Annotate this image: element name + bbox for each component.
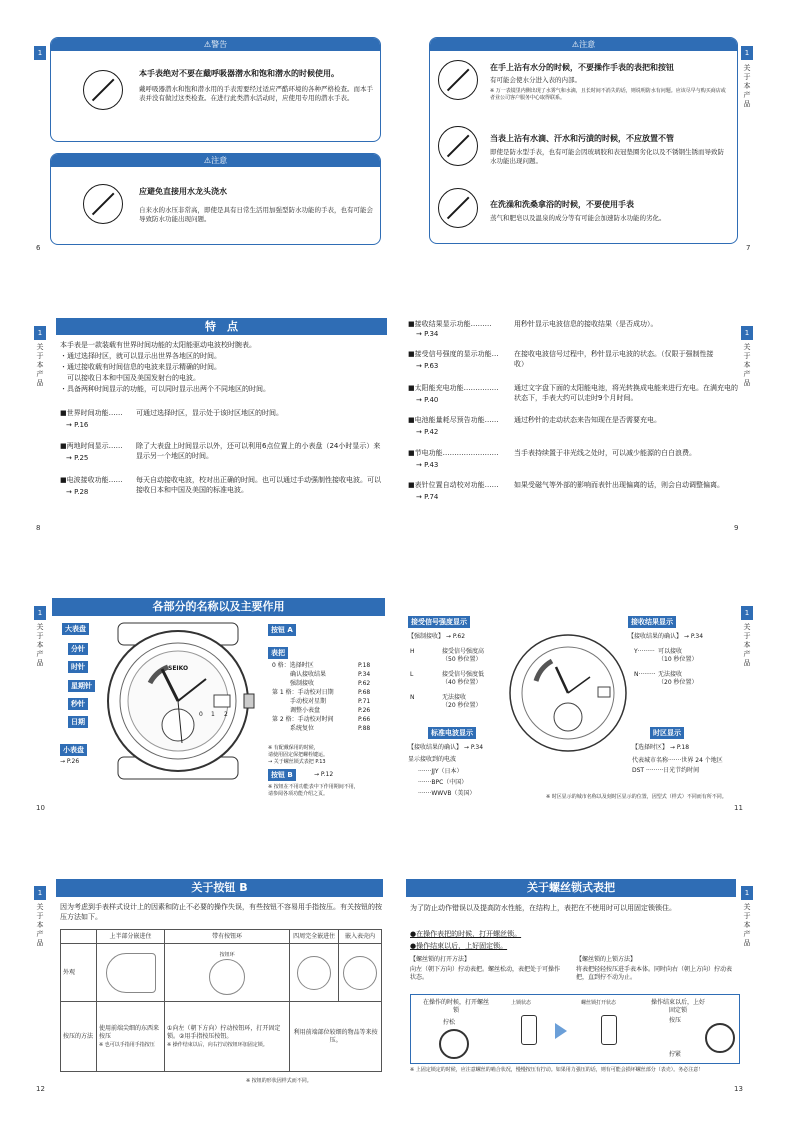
feature-name: ■太阳能充电功能…………… (408, 384, 499, 392)
feature-desc: 当手表持续置于非光线之处时，可以减少能源的白白浪费。 (514, 449, 696, 457)
feature-desc: 在接收电波信号过程中，秒针显示电波的状态。（仅限于强制性接收） (514, 350, 714, 368)
diagram-lock-label: 操作结束以后，上好固定锁 (650, 999, 705, 1014)
feature-ref: → P.34 (416, 330, 439, 338)
button-ring-label: 按钮环 (219, 951, 235, 958)
warning-main-text: 本手表绝对不要在戴呼吸器潜水和饱和潜水的时候使用。 (139, 69, 339, 78)
caution-header: ⚠注意 (51, 154, 380, 167)
section-title: 特 点 (56, 318, 387, 335)
intro-text: 因为考虑到手表样式设计上的因素和防止不必要的操作失误，有些按钮不容易用手指按压。有关按钮的按压方法如下。 (60, 903, 382, 921)
feature-name: ■世界时间功能…… (60, 409, 123, 417)
page-9 (396, 281, 792, 561)
diagram-tighten-label: 拧紧 (669, 1051, 682, 1058)
warning-box (50, 37, 381, 142)
page-13 (396, 842, 792, 1122)
feature-desc: 通过秒针的走动状态来告知现在是否需要充电。 (514, 416, 661, 424)
page-number: 6 (36, 244, 41, 252)
label-date: 日期 (68, 716, 88, 728)
no-diving-icon (83, 70, 123, 110)
caution-3-sub: 蒸气和肥皂以及温泉的成分等有可能会加速防水功能的劣化。 (490, 214, 666, 222)
wave-jjy: ·······JJY（日本） (418, 768, 463, 775)
label-crown: 表把 (268, 647, 288, 659)
caution-1-note: ※ 万一表镜里内侧出现了水雾气和水滴，且长时间不消失的话，则说明防水有问题。应该尽早与购买商店或者业公司客户服务中心取得联系。 (490, 88, 726, 101)
chapter-tab: 1 (34, 606, 46, 620)
crown-function: 手动校对星期 (272, 698, 327, 705)
signal-desc: 无法接收 （20 秒位置） (442, 694, 482, 709)
lock-method-desc: 将表把轻轻按压进手表本体。同时向右（朝上方向）拧动表把，直到拧不动为止。 (576, 966, 733, 981)
intro-line: ・通过接收载有时间信息的电波来显示精确的时间。 (60, 363, 221, 371)
intro-line: ・通过选择时区，就可以显示出世界各地区的时间。 (60, 352, 221, 360)
feature-ref: → P.43 (416, 461, 439, 469)
header-cell: 四周完全嵌进住 (290, 930, 339, 944)
crown-pos-2: 2 (224, 711, 228, 718)
header-cell: 嵌入表壳内 (338, 930, 381, 944)
wave-wwvb: ·······WWVB（美国） (418, 790, 476, 797)
caution-3-main: 在洗澡和洗桑拿浴的时候，不要使用手表 (490, 200, 634, 209)
crown-function-ref: P.62 (358, 680, 371, 687)
crown-function: 0 格：选择时区 (272, 662, 314, 669)
feature-desc: 每天自动接收电波，校对出正确的时间。也可以通过手动强制性接收电波。可以接收日本和中国及美国的标准电波。 (136, 476, 381, 494)
crown-function: 强制接收 (272, 680, 315, 687)
crown-function-ref: P.68 (358, 689, 371, 696)
tz-dst: DST ·········日光节约时间 (632, 767, 700, 774)
warning-sub-text: 戴呼吸器潜水和饱和潜水用的手表需要经过适应严酷环境的各种严格检查。而本手表并没有做过这类检查。在进行此类潜水活动时，应使用专用的潜水手表。 (139, 85, 373, 102)
feature-name: ■两地时间显示…… (60, 442, 123, 450)
page-number: 7 (746, 244, 751, 252)
page-8 (0, 281, 396, 561)
signal-strength-ref: 【强制接收】 → P.62 (408, 633, 466, 640)
open-method-title: 【螺丝锁的打开方法】 (410, 956, 471, 963)
method-2: ①向左（朝下方向）拧动按钮环，打开固定锁。②用手指按压按钮。 ※ 操作结束以后，向右拧动按钮环加固定锁。 (165, 1002, 290, 1072)
no-sweat-icon (438, 126, 478, 166)
feature-name: ■表针位置自动校对功能…… (408, 481, 499, 489)
chapter-tab: 1 (741, 326, 753, 340)
feature-desc: 通过文字盘下面的太阳能电池，将光转换成电能来进行充电。在满充电的状态下，手表大约可以走时9个月时间。 (514, 384, 738, 402)
chapter-tab: 1 (34, 46, 46, 60)
time-zone-title: 时区显示 (650, 727, 684, 739)
intro-line: ・具备两种时间显示的功能，可以同时显示出两个不同地区的时间。 (60, 385, 270, 393)
time-zone-note: ※ 时区显示的城市名称以及刻时区显示的位置，因型式（样式）不同而有所不同。 (546, 794, 727, 800)
chapter-label: 关于本产品 (743, 903, 751, 947)
chapter-tab: 1 (34, 886, 46, 900)
caution-2-main: 当表上沾有水滴、汗水和污渍的时候，不应放置不管 (490, 134, 674, 143)
crown-unlocked-icon (601, 1015, 617, 1045)
section-title: 关于螺丝锁式表把 (406, 879, 736, 897)
signal-desc: 接受信号强度高 （50 秒位置） (442, 648, 485, 663)
caution-header: ⚠注意 (430, 38, 737, 51)
label-hour-hand: 时针 (68, 661, 88, 673)
standard-wave-ref: 【接收结果的确认】 → P.34 (408, 744, 484, 751)
label-minute-hand: 分针 (68, 643, 88, 655)
button-b-table (60, 929, 382, 1072)
result-code: Y········· (634, 648, 655, 655)
page-number: 8 (36, 524, 41, 532)
signal-code: L (410, 671, 414, 678)
caution-1-main: 在手上沾有水分的时候，不要操作手表的表把和按钮 (490, 63, 674, 72)
method-1: 使用前端尖细的东西来按压 ※ 也可以手指用手指按压 (97, 1002, 165, 1072)
crown-note: ※ 有配戴保用的时候， 请使用固定保把螺栓键运。 → 关于螺丝锁式表把 P.13 (268, 745, 329, 765)
feature-name: ■接收结果显示功能……… (408, 320, 492, 328)
no-wet-hands-icon (438, 60, 478, 100)
watch-diagram (98, 621, 258, 781)
feature-desc: 如果受磁气等外部的影响而表针出现偏离的话，则会自动调整偏离。 (514, 481, 724, 489)
arrow-right-icon (555, 1023, 567, 1039)
crown-function-ref: P.88 (358, 725, 371, 732)
button-b-ref: → P.12 (314, 771, 334, 778)
feature-desc: 除了大表盘上时间显示以外，还可以利用6点位置上的小表盘（24小时显示）来显示另一个地区的时间。 (136, 442, 381, 460)
feature-ref: → P.40 (416, 396, 439, 404)
appearance-2 (165, 944, 290, 1002)
bullet-lock: ●操作结束以后，上好固定锁。 (410, 942, 508, 950)
standard-wave-sub: 显示接收到的电波 (408, 756, 457, 763)
result-desc: 可以接收 （10 秒位置） (658, 648, 698, 663)
chapter-label: 关于本产品 (36, 903, 44, 947)
crown-pos-1: 1 (211, 711, 215, 718)
signal-code: H (410, 648, 415, 655)
label-button-b: 按钮 B (268, 769, 296, 781)
button-b-note: ※ 按钮在不用功能表中下作用期间不用， 请参阅各项功能介绍之页。 (268, 784, 359, 797)
feature-name: ■电波接收功能…… (60, 476, 123, 484)
reception-result-title: 接收结果显示 (628, 616, 676, 628)
chapter-tab: 1 (741, 886, 753, 900)
lock-method-title: 【螺丝锁的上锁方法】 (576, 956, 637, 963)
crown-function-ref: P.18 (358, 662, 371, 669)
feature-ref: → P.74 (416, 493, 439, 501)
feature-desc: 可通过选择时区，显示处于该时区地区的时间。 (136, 409, 283, 417)
page-number: 12 (36, 1085, 45, 1093)
crown-function: 第 1 格：手动校对日期 (272, 689, 334, 696)
tz-city: 代表城市名称·······世界 24 个地区 (632, 757, 723, 764)
caution-sub-text: 自来水的水压非常高，即使是具有日常生活用加强型防水功能的手表，也有可能会导致防水功能出现问题。 (139, 206, 373, 223)
signal-desc: 接受信号强度低 （40 秒位置） (442, 671, 485, 686)
crown-pos-0: 0 (199, 711, 203, 718)
label-button-a: 按钮 A (268, 624, 296, 636)
caution-2-sub: 即使是防水型手表，也有可能会因玻璃胶和表冠垫圈劣化以及不锈钢生锈而导致防水功能出现问题。 (490, 148, 724, 165)
no-bath-icon (438, 188, 478, 228)
watch-dial-diagram (508, 633, 628, 753)
crown-function-ref: P.34 (358, 671, 371, 678)
signal-code: N (410, 694, 415, 701)
reception-result-ref: 【接收结果的确认】 → P.34 (628, 633, 704, 640)
crown-function-ref: P.66 (358, 716, 371, 723)
page-number: 9 (734, 524, 739, 532)
row-label: 外观 (61, 944, 97, 1002)
chapter-tab: 1 (741, 606, 753, 620)
page-12 (0, 842, 396, 1122)
locked-state-label: 上锁状态 (511, 1000, 532, 1006)
chapter-tab: 1 (741, 46, 753, 60)
lock-note: ※ 上固定锁定的时候，应注意螺丝的啮合状况，慢慢按压有拧动。如果用力强压的话，则有可能会损坏螺丝部分（表壳）。务必注意！ (410, 1067, 704, 1073)
warning-header: ⚠警告 (51, 38, 380, 51)
page-6 (0, 0, 396, 280)
label-large-dial: 大表盘 (62, 623, 89, 635)
time-zone-ref: 【选择时区】 → P.18 (632, 744, 690, 751)
header-cell: 带有按钮环 (165, 930, 290, 944)
feature-ref: → P.16 (66, 421, 89, 429)
intro-line: 可以接收日本和中国及美国发射台的电波。 (60, 374, 200, 382)
page-7 (396, 0, 792, 280)
chapter-label: 关于本产品 (36, 343, 44, 387)
brand-logo: SEIKO (168, 665, 189, 672)
page-number: 13 (734, 1085, 743, 1093)
bullet-open: ●在操作表把的时候，打开螺丝锁。 (410, 930, 522, 938)
header-cell: 上半部分嵌进住 (97, 930, 165, 944)
section-title: 关于按钮 B (56, 879, 383, 897)
caution-main-text: 应避免直接用水龙头浇水 (139, 187, 227, 196)
wave-bpc: ·······BPC（中国） (418, 779, 468, 786)
appearance-1 (97, 944, 165, 1002)
open-method-desc: 向左（朝下方向）拧动表把。螺丝松动，表把处于可操作状态。 (410, 966, 561, 981)
caution-1-sub: 有可能会使水分进入表的内部。 (490, 76, 581, 84)
appearance-3 (290, 944, 339, 1002)
page-11 (396, 561, 792, 841)
crown-loosen-icon (439, 1029, 469, 1059)
crown-function-ref: P.26 (358, 707, 371, 714)
page-number: 11 (734, 804, 743, 812)
chapter-label: 关于本产品 (743, 623, 751, 667)
chapter-tab: 1 (34, 326, 46, 340)
result-code: N········· (634, 671, 656, 678)
diagram-loosen-label: 拧松 (443, 1019, 456, 1026)
chapter-label: 关于本产品 (36, 623, 44, 667)
caution-box (50, 153, 381, 245)
label-second-hand: 秒针 (68, 698, 88, 710)
feature-name: ■电池能量耗尽预告功能…… (408, 416, 499, 424)
crown-function: 确认接收结果 (272, 671, 327, 678)
unlocked-state-label: 螺丝锁打开状态 (581, 1000, 617, 1006)
crown-function: 调整小表盘 (272, 707, 321, 714)
label-day-hand: 星期针 (68, 680, 95, 692)
label-sub-dial: 小表盘 (60, 744, 87, 756)
crown-function: 第 2 格：手动校对时间 (272, 716, 334, 723)
feature-name: ■节电功能…………………… (408, 449, 499, 457)
signal-strength-title: 接受信号强度显示 (408, 616, 470, 628)
chapter-label: 关于本产品 (743, 64, 751, 108)
caution-box (429, 37, 738, 244)
standard-wave-title: 标准电波显示 (428, 727, 476, 739)
page-10 (0, 561, 396, 841)
row-label: 按压的方法 (61, 1002, 97, 1072)
no-tap-water-icon (83, 184, 123, 224)
intro-text: 为了防止动作错误以及提高防水性能，在结构上，表把在不使用时可以用固定锁锁住。 (410, 904, 676, 912)
section-title: 各部分的名称以及主要作用 (52, 598, 385, 616)
feature-name: ■接受信号强度的显示功能… (408, 350, 499, 358)
crown-locked-icon (521, 1015, 537, 1045)
crown-function-ref: P.71 (358, 698, 371, 705)
feature-ref: → P.63 (416, 362, 439, 370)
crown-function: 系统复位 (272, 725, 315, 732)
diagram-press-label: 按压 (669, 1017, 682, 1024)
appearance-4 (338, 944, 381, 1002)
feature-ref: → P.28 (66, 488, 89, 496)
chapter-label: 关于本产品 (743, 343, 751, 387)
feature-desc: 用秒针显示电波信息的接收结果（是否成功）。 (514, 320, 658, 328)
result-desc: 无法接收 （20 秒位置） (658, 671, 698, 686)
diagram-open-label: 在操作的时候，打开螺丝锁 (422, 999, 489, 1014)
header-cell (61, 930, 97, 944)
feature-ref: → P.42 (416, 428, 439, 436)
table-note: ※ 按钮的形状因样式而不同。 (246, 1078, 312, 1084)
method-3: 利用前端部位较细的物品等来按压。 (290, 1002, 382, 1072)
intro-line: 本手表是一款装载有世界时间功能的太阳能驱动电波校时腕表。 (60, 341, 256, 349)
feature-ref: → P.25 (66, 454, 89, 462)
page-number: 10 (36, 804, 45, 812)
crown-tighten-icon (705, 1023, 735, 1053)
sub-dial-ref: → P.26 (60, 758, 80, 765)
crown-diagram (410, 994, 740, 1064)
